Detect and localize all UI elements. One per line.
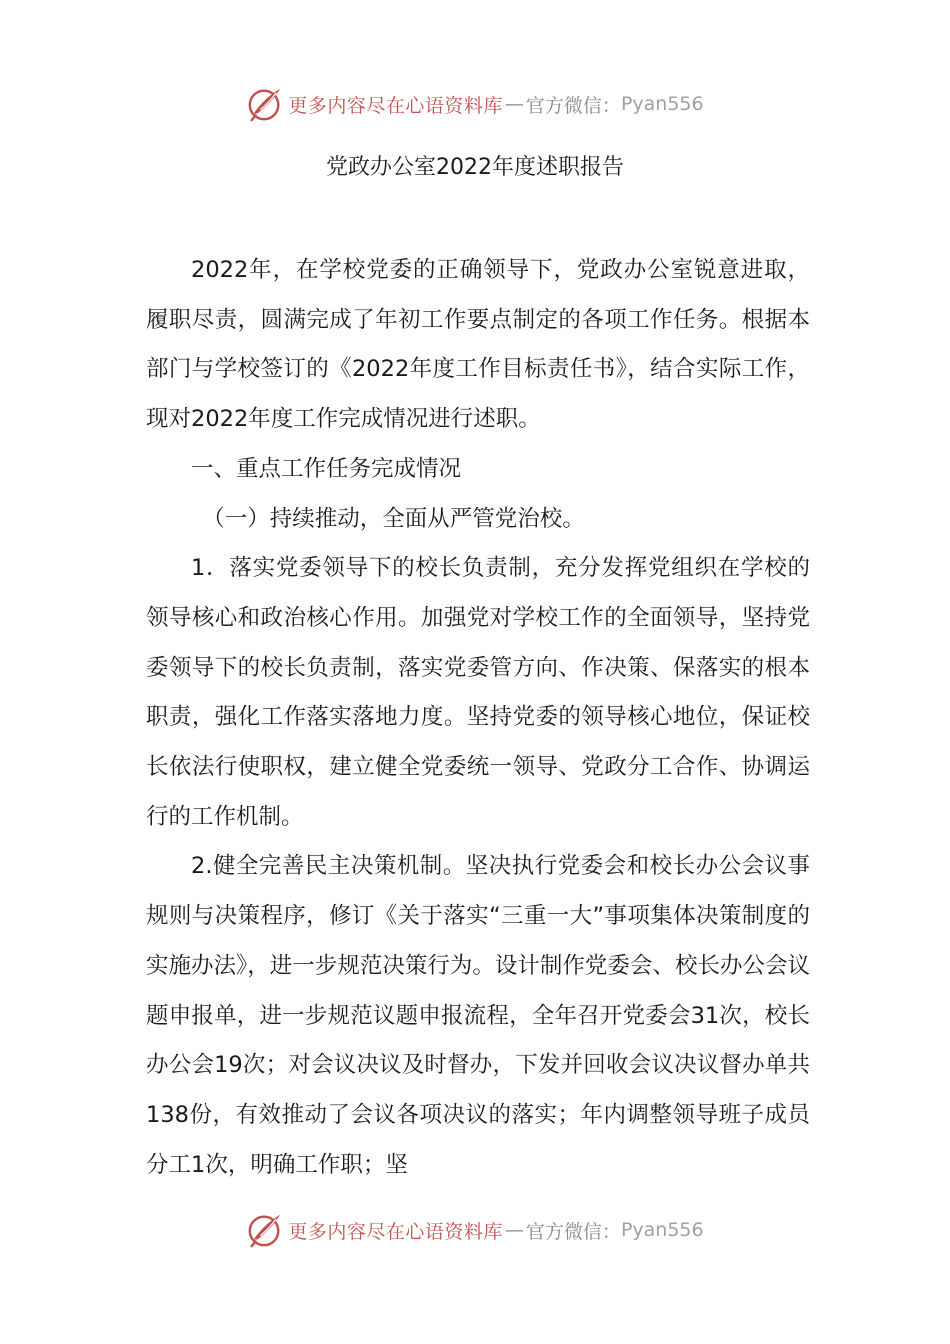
quill-logo-icon (246, 1211, 284, 1249)
body-paragraph-2: 2.健全完善民主决策机制。坚决执行党委会和校长办公会议事规则与决策程序，修订《关于落实“三重一大”事项集体决策制度的实施办法》，进一步规范决策行为。设计制作党委会、校长办公会议题申报单，进一步规范议题申报流程，全年召开党委会31次，校长办公会19次；对会议决议及时督办，下发并回收会议决议督办单共138份，有效推动了会议各项决议的落实；年内调整领导班子成员分工1次，明确工作职；坚 (146, 853, 810, 1178)
watermark-slogan: 更多内容尽在心语资料库 (288, 1220, 503, 1243)
watermark-contact-id: Pyan556 (620, 93, 704, 115)
body-paragraph-1: 1．落实党委领导下的校长负责制，充分发挥党组织在学校的领导核心和政治核心作用。加强党对学校工作的全面领导，坚持党委领导下的校长负责制，落实党委管方向、作决策、保落实的根本职责，强化工作落实落地力度。坚持党委的领导核心地位，保证校长依法行使职权，建立健全党委统一领导、党政分工合作、协调运行的工作机制。 (146, 555, 810, 830)
subsection-heading: （一）持续推动，全面从严管党治校。 (202, 505, 585, 532)
watermark-contact-label: 官方微信： (525, 1220, 621, 1243)
footer-watermark-banner (0, 1208, 950, 1252)
watermark-dash: — (504, 93, 524, 115)
document-title: 党政办公室2022年度述职报告 (326, 155, 624, 180)
intro-paragraph: 2022年，在学校党委的正确领导下，党政办公室锐意进取，履职尽责，圆满完成了年初工作要点制定的各项工作任务。根据本部门与学校签订的《2022年度工作目标责任书》，结合实际工作，现对2022年度工作完成情况进行述职。 (146, 257, 810, 433)
section-heading: 一、重点工作任务完成情况 (191, 455, 462, 482)
header-watermark-banner (0, 82, 950, 126)
document-body (146, 246, 810, 1190)
watermark-slogan: 更多内容尽在心语资料库 (288, 94, 503, 117)
watermark-contact-label: 官方微信： (525, 94, 621, 117)
watermark-contact-id: Pyan556 (620, 1219, 704, 1241)
watermark-dash: — (504, 1219, 524, 1241)
quill-logo-icon (246, 85, 284, 123)
